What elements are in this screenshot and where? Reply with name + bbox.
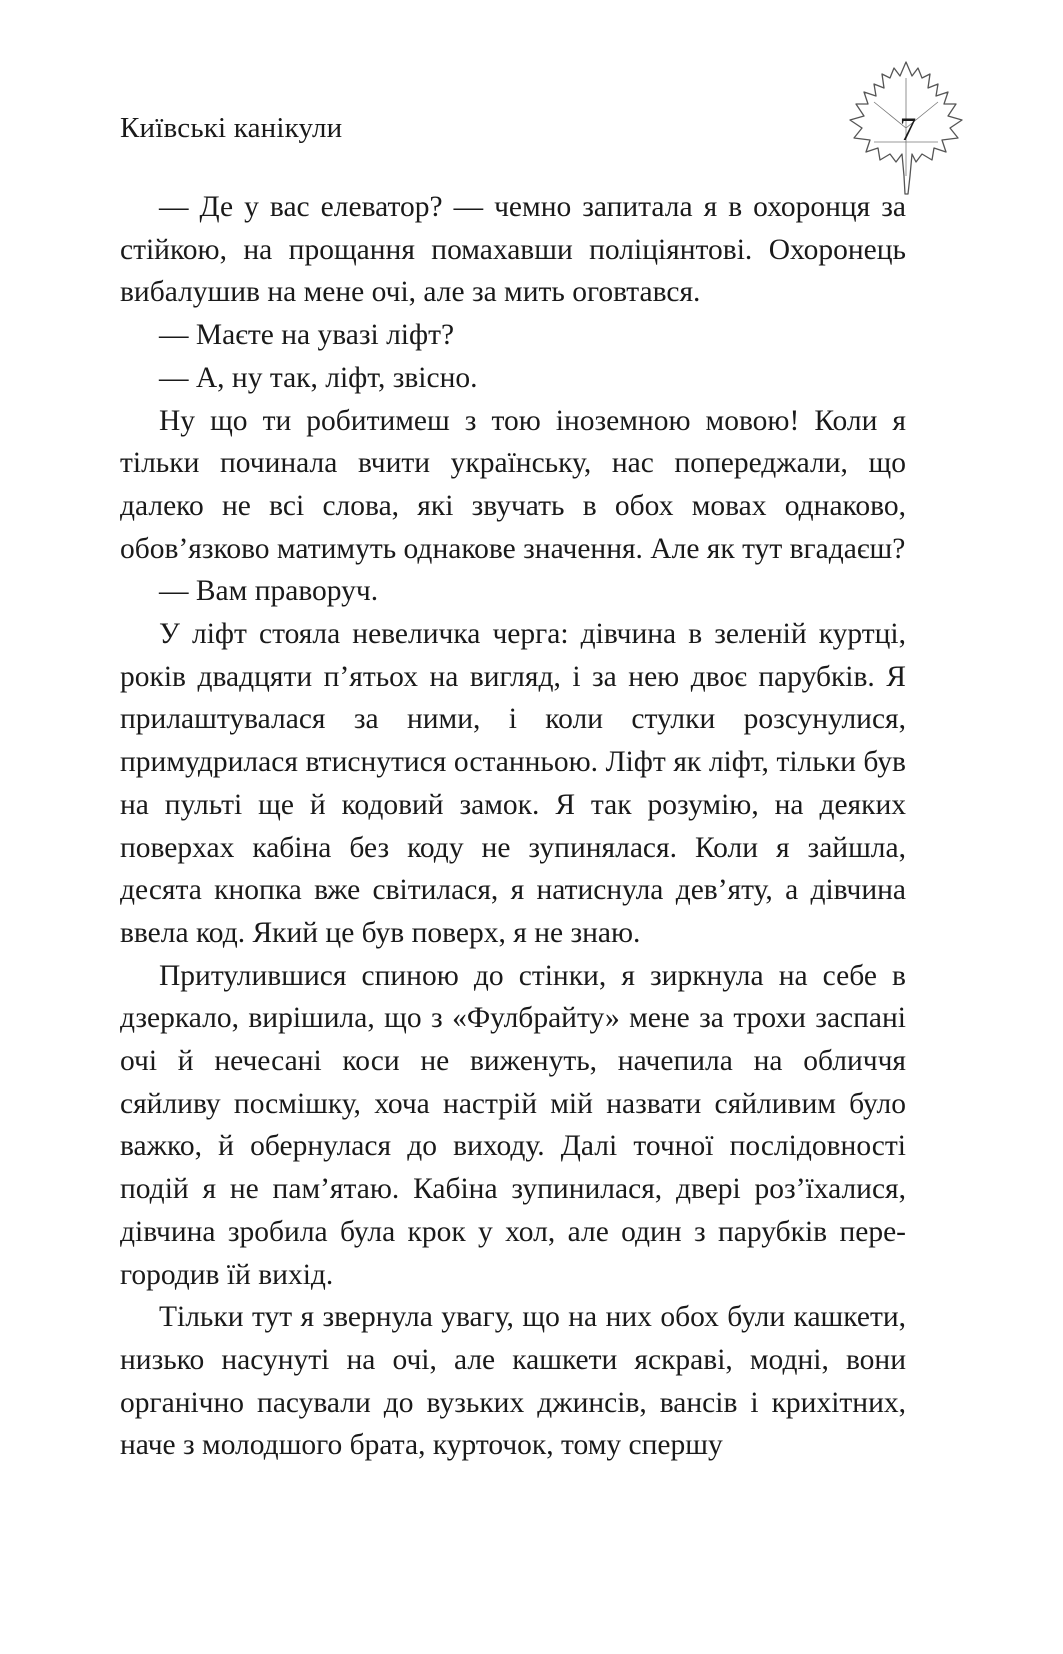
paragraph: — Де у вас елеватор? — чемно запитала я в охоронця за стійкою, на прощання помахавши поліціянтові. Охоронець вибалушив на мене очі, але за мить оговтався. [120,191,906,309]
paragraph: — Вам праворуч. [159,575,379,608]
body-text [120,186,906,1467]
paragraph: — Маєте на увазі ліфт? [159,319,455,352]
page-number: 7 [899,112,917,148]
paragraph: — А, ну так, ліфт, звісно. [159,361,478,394]
paragraph: У ліфт стояла невеличка черга: дівчина в зеленій куртці, років двадцяти п’ятьох на вигляд, і за нею двоє парубків. Я прилаштувалася за ними, і коли стулки розсунулися, примудрилася втиснутися останньою. Ліфт як ліфт, тільки був на пульті ще й кодовий замок. Я так розумію, на деяких поверхах кабіна без коду не зупинялася. Коли я зайшла, десята кнопка вже світилася, я натиснула дев’яту, а дівчина ввела код. Який це був поверх, я не знаю. [120,618,906,949]
running-title: Київські канікули [120,112,343,144]
paragraph: Тільки тут я звернула увагу, що на них обох були кашкети, низько насунуті на очі, але кашкети яскраві, модні, вони органічно пасували до вузьких джинсів, вансів і крихітних, наче з молодшого брата, курточок, тому спершу [120,1301,906,1462]
paragraph: Ну що ти робитимеш з тою іноземною мовою! Коли я тільки починала вчити українську, нас попереджали, що далеко не всі слова, які звучать в обох мовах однаково, обов’язково матимуть однакове значення. Але як тут вгадаєш? [120,404,906,565]
paragraph: Притулившися спиною до стінки, я зиркнула на себе в дзеркало, вирішила, що з «Фулбрайту» мене за трохи заспані очі й нечесані коси не виженуть, начепила на обличчя сяйливу посмішку, хоча настрій мій назвати сяйливим було важко, й обернулася до виходу. Далі точної послідовності подій я не пам’ятаю. Кабіна зупинилася, двері роз’їхалися, дівчина зробила була крок у хол, але один з парубків перегородив їй вихід. [120,959,906,1291]
